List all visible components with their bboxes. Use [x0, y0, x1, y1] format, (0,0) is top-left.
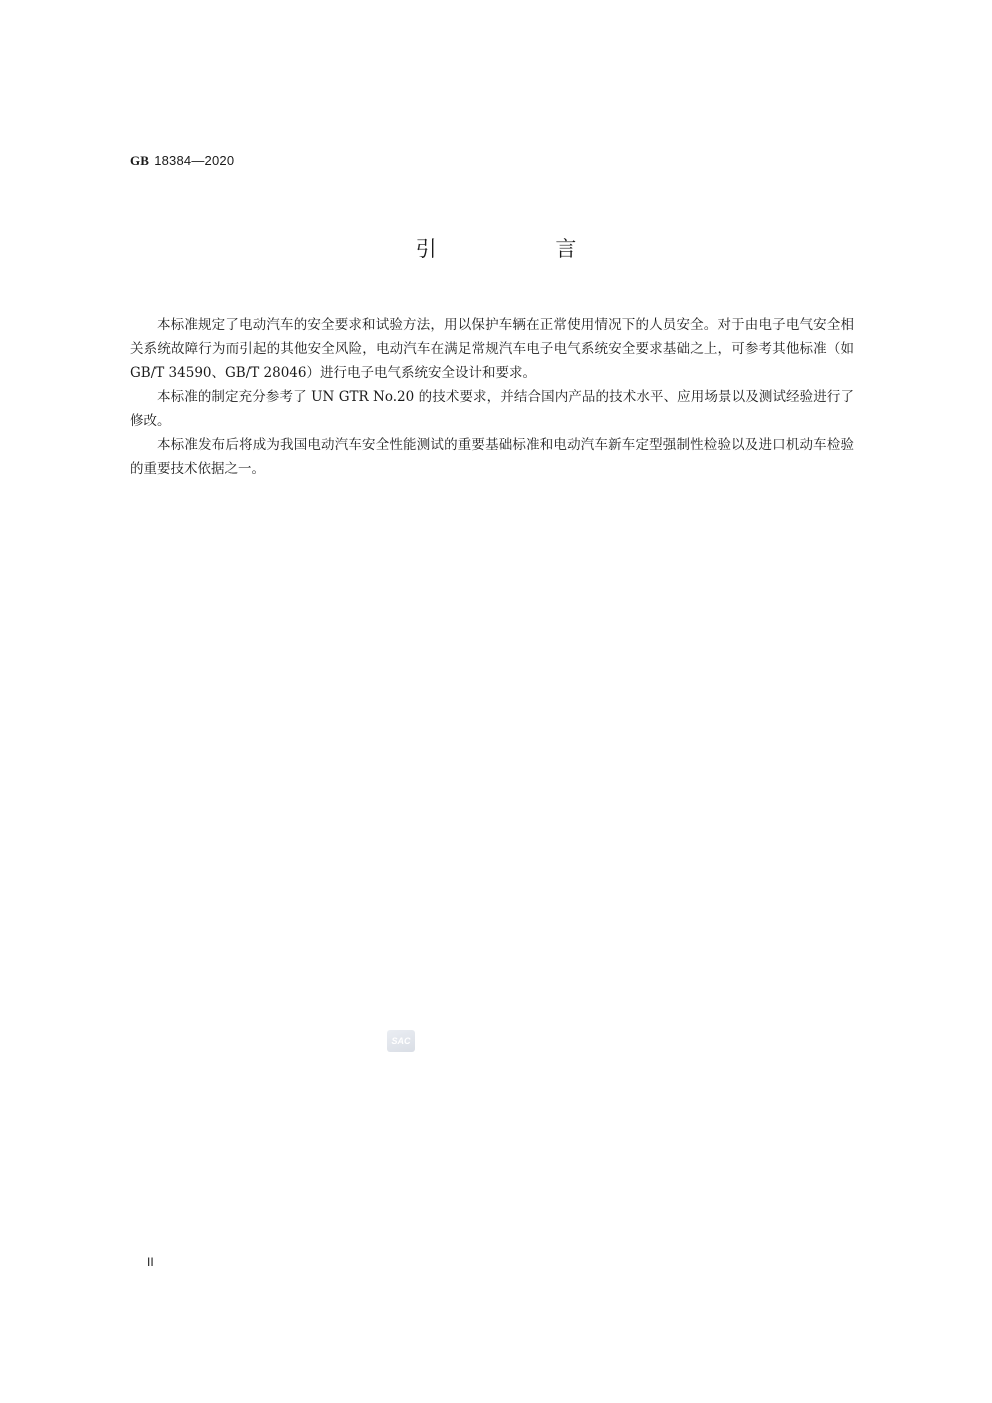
- sac-logo-icon: SAC: [391, 1036, 411, 1046]
- section-title: 引 言: [415, 237, 633, 261]
- standard-code-number: 18384—2020: [154, 153, 235, 168]
- standard-code-prefix: GB: [130, 153, 150, 168]
- standard-code: [130, 153, 234, 169]
- paragraph-2: 本标准的制定充分参考了 UN GTR No.20 的技术要求，并结合国内产品的技术水平、应用场景以及测试经验进行了修改。: [130, 389, 854, 429]
- page-number: II: [147, 1255, 154, 1269]
- paragraph-3: 本标准发布后将成为我国电动汽车安全性能测试的重要基础标准和电动汽车新车定型强制性检验以及进口机动车检验的重要技术依据之一。: [130, 437, 854, 477]
- sac-watermark-logo: [387, 1030, 415, 1052]
- paragraph-1: 本标准规定了电动汽车的安全要求和试验方法，用以保护车辆在正常使用情况下的人员安全。对于由电子电气安全相关系统故障行为而引起的其他安全风险，电动汽车在满足常规汽车电子电气系统安全要求基础之上，可参考其他标准（如 GB/T 34590、GB/T 28046）进行电子电气系统安全设计和要求。: [130, 317, 854, 381]
- introduction-body: [130, 313, 854, 481]
